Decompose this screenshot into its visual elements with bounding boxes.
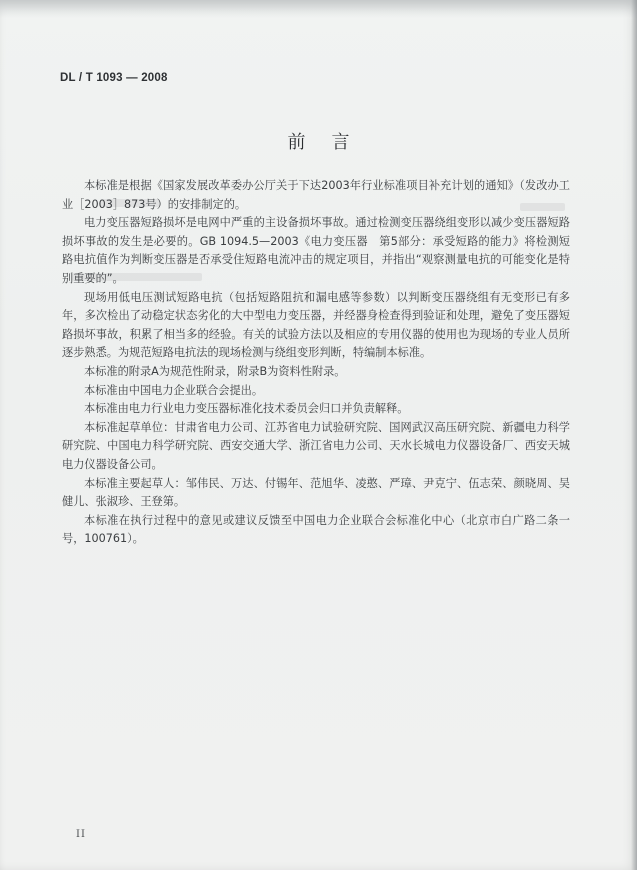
paragraph-1: 本标准是根据《国家发展改革委办公厅关于下达2003年行业标准项目补充计划的通知》（发改办工业［2003］873号）的安排制定的。 bbox=[62, 179, 570, 211]
paragraph-7: 本标准起草单位：甘肃省电力公司、江苏省电力试验研究院、国网武汉高压研究院、新疆电力科学研究院、中国电力科学研究院、西安交通大学、浙江省电力公司、天水长城电力仪器设备厂、西安天城电力仪器设备公司。 bbox=[62, 420, 570, 471]
page-number: II bbox=[76, 829, 86, 840]
standard-code: DL / T 1093 — 2008 bbox=[60, 72, 168, 84]
paragraph-4: 本标准的附录A为规范性附录，附录B为资料性附录。 bbox=[84, 364, 346, 378]
paragraph-9: 本标准在执行过程中的意见或建议反馈至中国电力企业联合会标准化中心（北京市白广路二条一号，100761）。 bbox=[62, 513, 570, 546]
paragraph-6: 本标准由电力行业电力变压器标准化技术委员会归口并负责解释。 bbox=[84, 402, 409, 416]
foreword-body bbox=[62, 177, 570, 549]
paragraph-2: 电力变压器短路损坏是电网中严重的主设备损坏事故。通过检测变压器绕组变形以减少变压器短路损坏事故的发生是必要的。GB 1094.5—2003《电力变压器 第5部分：承受短路的能力》将检测短路电抗值作为判断变压器是否承受住短路电流冲击的规定项目，并指出“观察测量电抗的可能变化是特别重要的”。 bbox=[62, 216, 570, 285]
page-title: 前言 bbox=[287, 132, 376, 153]
paragraph-8: 本标准主要起草人：邹伟民、万达、付锡年、范旭华、凌憨、严璋、尹克宁、伍志荣、颜晓周、吴健儿、张淑珍、王登第。 bbox=[62, 476, 570, 509]
paragraph-3: 现场用低电压测试短路电抗（包括短路阻抗和漏电感等参数）以判断变压器绕组有无变形已有多年，多次检出了动稳定状态劣化的大中型电力变压器，并经器身检查得到验证和处理，避免了变压器短路损坏事故，积累了相当多的经验。有关的试验方法以及相应的专用仪器的使用也为现场的专业人员所逐步熟悉。为规范短路电抗法的现场检测与绕组变形判断，特编制本标准。 bbox=[62, 290, 570, 360]
paragraph-5: 本标准由中国电力企业联合会提出。 bbox=[84, 383, 264, 397]
scan-top-shadow bbox=[0, 0, 637, 18]
